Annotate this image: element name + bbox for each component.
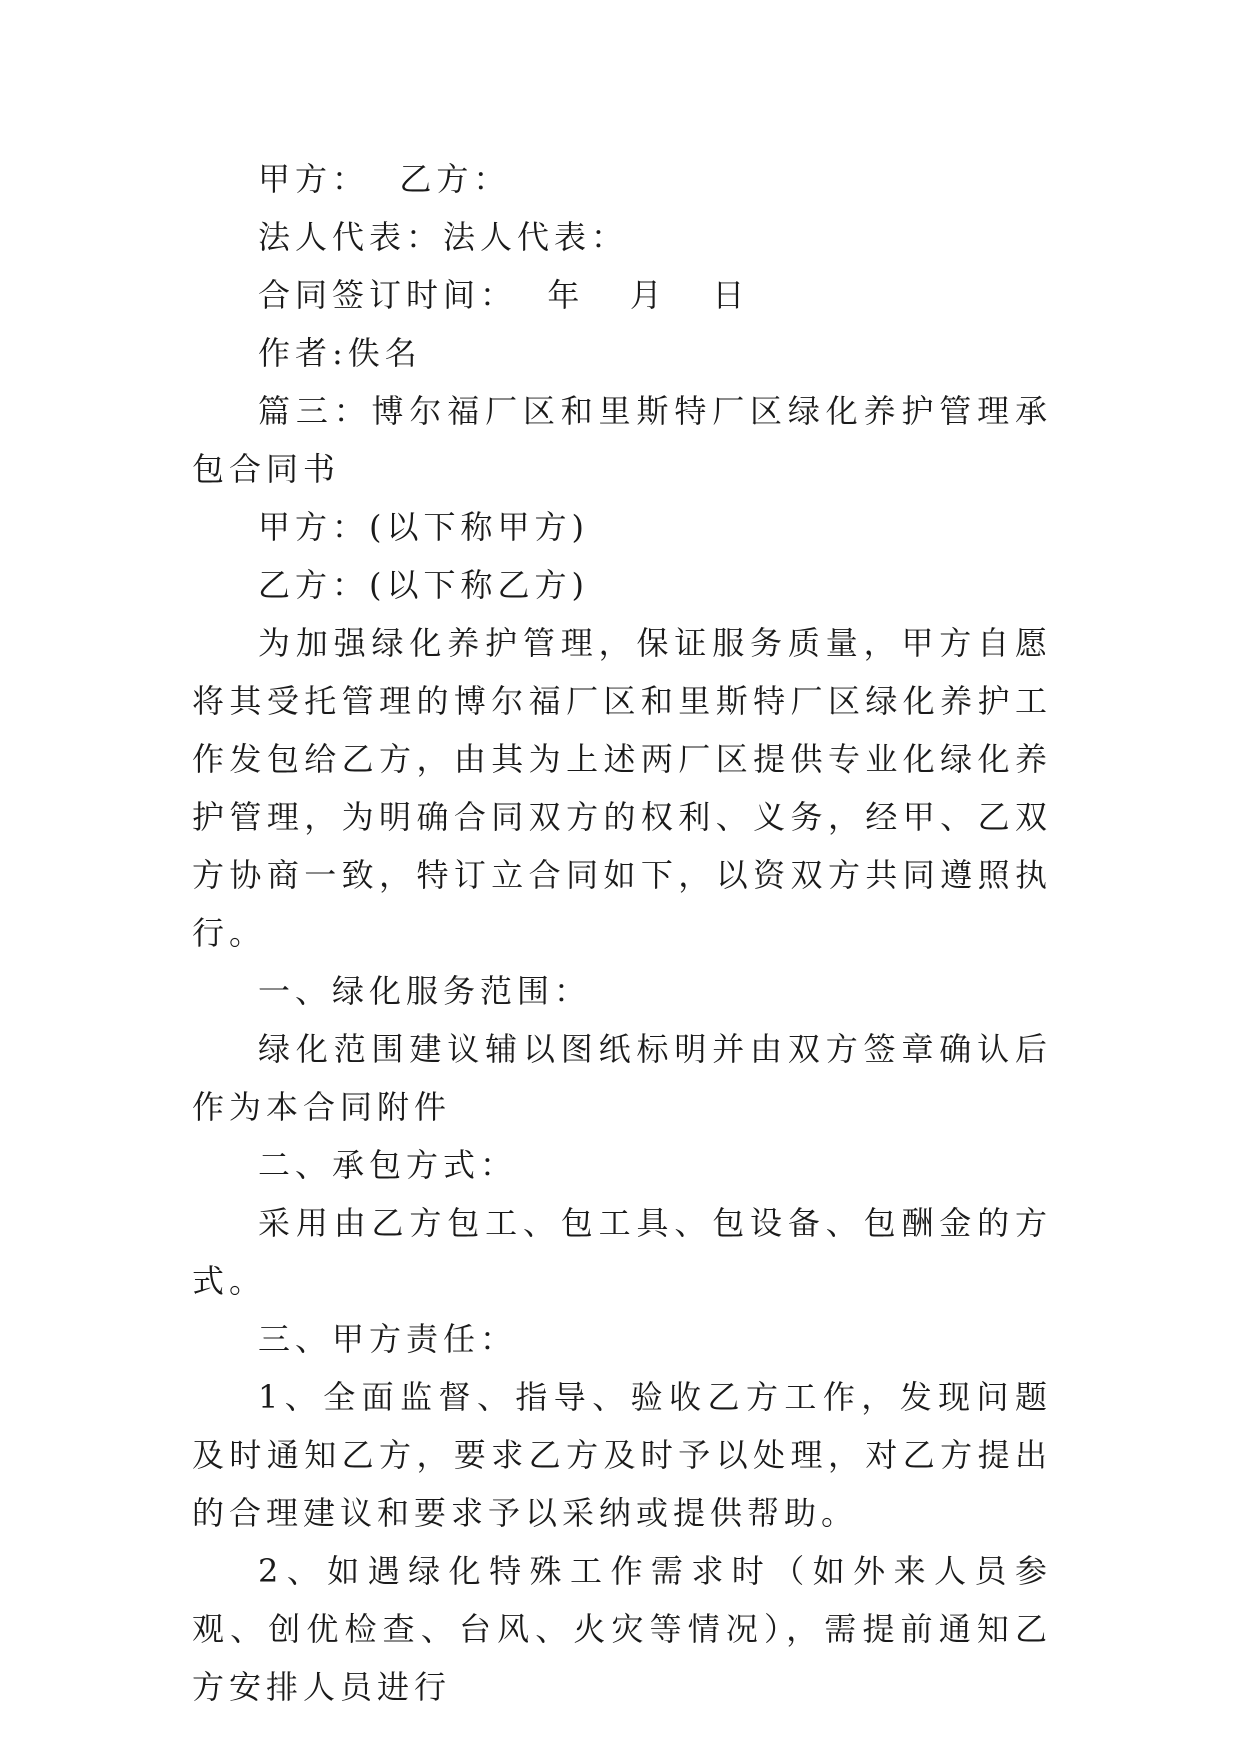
legal-rep-line: 法人代表：法人代表： — [258, 218, 629, 256]
party-a-duty-1: 1、全面监督、指导、验收乙方工作，发现问题及时通知乙方，要求乙方及时予以处理，对乙方提出的合理建议和要求予以采纳或提供帮助。 — [192, 1378, 1052, 1532]
scope-paragraph: 绿化范围建议辅以图纸标明并由双方签章确认后作为本合同附件 — [192, 1030, 1052, 1126]
clause-heading-scope: 一、绿化服务范围： — [258, 972, 592, 1010]
section-title: 篇三：博尔福厂区和里斯特厂区绿化养护管理承包合同书 — [192, 392, 1052, 488]
clause-heading-method: 二、承包方式： — [258, 1146, 518, 1184]
signing-date-line: 合同签订时间： 年 月 日 — [258, 276, 750, 314]
author-line: 作者:佚名 — [258, 334, 422, 372]
clause-heading-party-a: 三、甲方责任： — [258, 1320, 518, 1358]
party-a-line: 甲方：(以下称甲方) — [258, 508, 589, 546]
party-b-line: 乙方：(以下称乙方) — [258, 566, 589, 604]
party-a-duty-2: 2、如遇绿化特殊工作需求时（如外来人员参观、创优检查、台风、火灾等情况），需提前通知乙方安排人员进行 — [192, 1552, 1052, 1706]
preamble-paragraph: 为加强绿化养护管理，保证服务质量，甲方自愿将其受托管理的博尔福厂区和里斯特厂区绿化养护工作发包给乙方，由其为上述两厂区提供专业化绿化养护管理，为明确合同双方的权利、义务，经甲、乙双方协商一致，特订立合同如下，以资双方共同遵照执行。 — [192, 624, 1052, 952]
party-line: 甲方： 乙方： — [258, 160, 511, 198]
document-page — [192, 150, 1052, 1716]
method-paragraph: 采用由乙方包工、包工具、包设备、包酬金的方式。 — [192, 1204, 1052, 1300]
